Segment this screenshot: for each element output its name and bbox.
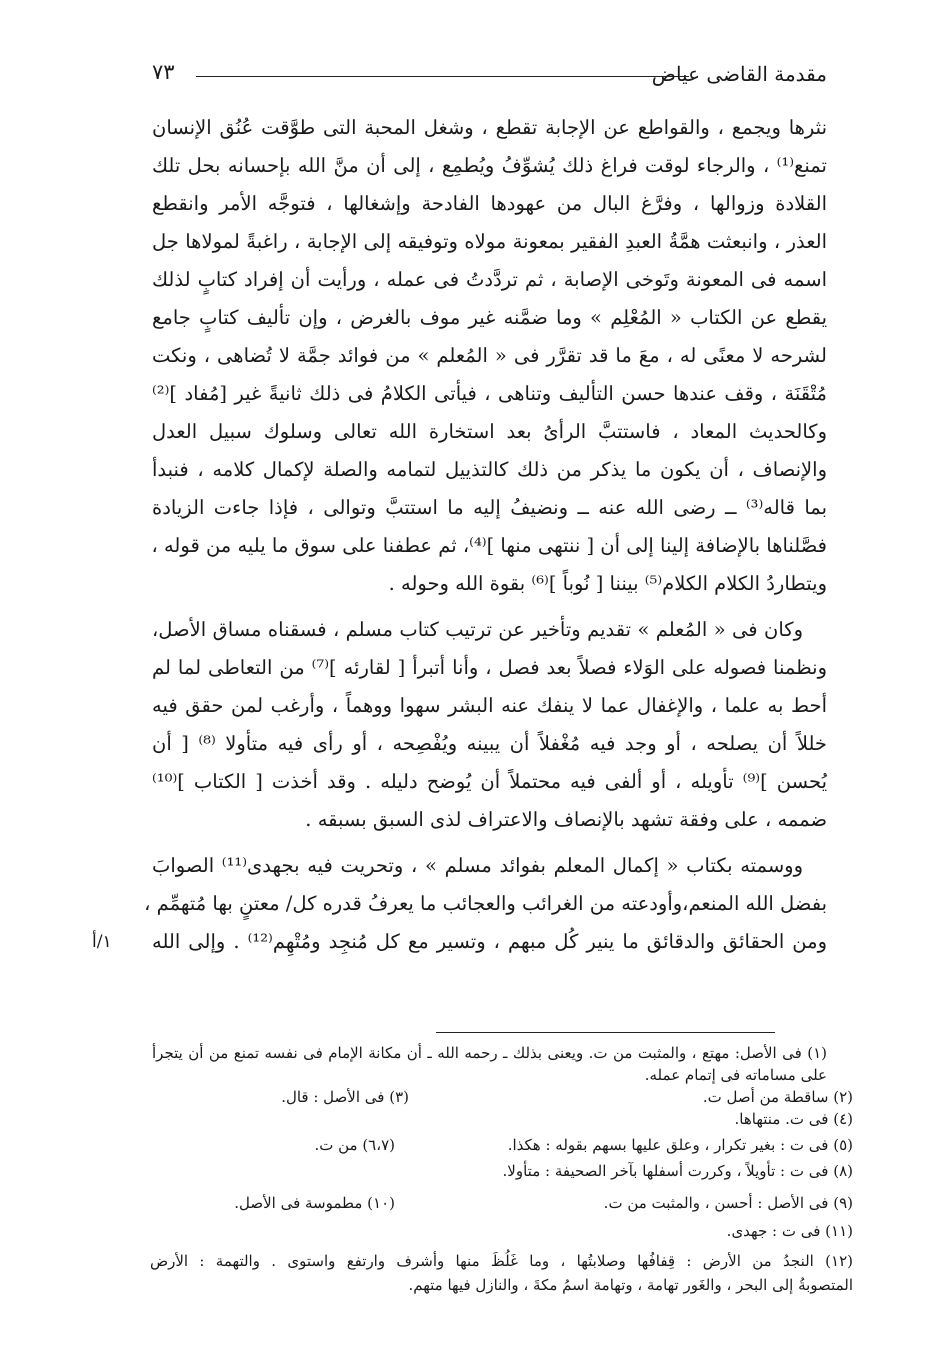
footnote-3: (٣) فى الأصل : قال. bbox=[281, 1088, 409, 1106]
body-line-3: القلادة وزوالها ، وفرَّغ البال من عهودها الفادحة وإشغالها ، فتوجَّه الأمر وانقطع bbox=[152, 192, 827, 215]
footnote-10: (١٠) مطموسة فى الأصل. bbox=[234, 1194, 395, 1212]
footnote-1: (١) فى الأصل: مهتع ، والمثبت من ت. ويعنى بذلك ـ رحمه الله ـ أن مكانة الإمام فى نفسه تمنع من أن يتجرأ bbox=[152, 1044, 827, 1062]
body-line-8: مُتْقَنَة ، وقف عندها حسن التأليف وتناهى ، فيأتى الكلامُ فى ذلك ثانيةً غير [مُفاد ]⁽²⁾ bbox=[152, 382, 827, 405]
footnote-4: (٤) فى ت. منتهاها. bbox=[734, 1110, 853, 1128]
footnote-5: (٥) فى ت : بغير تكرار ، وعلق عليها بسهم بقوله : هكذا. bbox=[507, 1136, 853, 1154]
body-line-13: ويتطاردُ الكلام الكلام⁽⁵⁾ بيننا [ نُوباً ]⁽⁶⁾ بقوة الله وحوله . bbox=[388, 572, 827, 595]
footnote-12: (١٢) النجدُ من الأرض : قِفافُها وصلابتُها ، وما غَلُظَ منها وأشرف وارتفع واستوى . والتهمة : الأرض bbox=[150, 1252, 853, 1270]
body-line-5: اسمه فى المعونة وتَوخى الإصابة ، ثم تردَّدتُ فى عمله ، ورأيت أن إفراد كتابٍ لذلك bbox=[152, 268, 827, 291]
body-line-16: أحط به علما ، والإغفال عما لا ينفك عنه البشر سهوا ووهماً ، وأرغب لمن حقق فيه bbox=[152, 694, 827, 717]
footnote-6-7: (٦،٧) من ت. bbox=[314, 1136, 395, 1154]
body-line-7: لشرحه لا معنًى له ، معَ ما قد تقرَّر فى « المُعلم » من فوائد جمَّة لا تُضاهى ، ونكت bbox=[152, 344, 827, 367]
body-line-15: ونظمنا فصوله على الوَلاء فصلاً بعد فصل ، وأنا أتبرأ [ لقارئه ]⁽⁷⁾ من التعاطى لما لم bbox=[152, 656, 827, 679]
body-line-1: نثرها ويجمع ، والقواطع عن الإجابة تقطع ، وشغل المحبة التى طوَّقت عُنُق الإنسان bbox=[152, 116, 827, 139]
body-line-11: بما قاله⁽³⁾ ــ رضى الله عنه ــ ونضيفُ إليه ما استتبَّ وتوالى ، فإذا جاءت الزيادة bbox=[152, 496, 827, 519]
body-line-17: خللاً أن يصلحه ، أو وجد فيه مُغْفلاً أن يبينه ويُفْصِحه ، أو رأى فيه متأولا ⁽⁸⁾ [ أن bbox=[152, 732, 827, 755]
body-line-9: وكالحديث المعاد ، فاستتبَّ الرأىُ بعد استخارة الله تعالى وسلوك سبيل العدل bbox=[152, 420, 827, 443]
body-line-18: يُحسن ]⁽⁹⁾ تأويله ، أو ألفى فيه محتملاً أن يُوضح دليله . وقد أخذت [ الكتاب ]⁽¹⁰⁾ bbox=[152, 770, 827, 793]
running-title: مقدمة القاضى عياض bbox=[651, 62, 827, 86]
page-number: ٧٣ bbox=[152, 60, 175, 84]
footnote-9: (٩) فى الأصل : أحسن ، والمثبت من ت. bbox=[603, 1194, 853, 1212]
body-line-20: ووسمته بكتاب « إكمال المعلم بفوائد مسلم » ، وتحريت فيه بجهدى⁽¹¹⁾ الصوابَ bbox=[152, 854, 804, 877]
footnote-2: (٢) ساقطة من أصل ت. bbox=[702, 1088, 853, 1106]
footnote-1-cont: على مساماته فى إتمام عمله. bbox=[644, 1066, 827, 1084]
footnote-11: (١١) فى ت : جهدى. bbox=[726, 1222, 853, 1240]
body-line-2: تمنع⁽¹⁾ ، والرجاء لوقت فراغ ذلك يُشوِّفُ ويُطمِع ، إلى أن منَّ الله بإحسانه بحل تلك bbox=[152, 154, 827, 177]
body-line-21: بفضل الله المنعم،وأودعته من الغرائب والعجائب ما يعرفُ قدره كل/ معتنٍ بها مُتهمِّم ، bbox=[144, 892, 827, 915]
footnote-8: (٨) فى ت : تأويلاً ، وكررت أسفلها بآخر الصحيفة : متأولا. bbox=[502, 1162, 853, 1180]
footnote-12-cont: المتصوبةُ إلى البحر ، والغَور تهامة ، وتهامة اسمُ مكةَ ، والنازل فيها متهم. bbox=[408, 1276, 853, 1294]
body-line-19: ضممه ، على وفقة تشهد بالإنصاف والاعتراف لذى السبق بسبقه . bbox=[305, 808, 827, 831]
body-line-10: والإنصاف ، أن يكون ما يذكر من ذلك كالتذييل لتمامه والصلة لإكمال كلامه ، فنبدأ bbox=[152, 458, 827, 481]
body-line-22: ومن الحقائق والدقائق ما ينير كُل مبهم ، وتسير مع كل مُنجِد ومُتْهِم⁽¹²⁾ . وإلى الله bbox=[152, 930, 827, 953]
body-line-4: العذر ، وانبعثت همَّةُ العبدِ الفقير بمعونة مولاه وتوفيقه إلى الإجابة ، راغبةً لمولاها جل bbox=[152, 230, 827, 253]
body-line-14: وكان فى « المُعلم » تقديم وتأخير عن ترتيب كتاب مسلم ، فسقناه مساق الأصل، bbox=[152, 618, 803, 641]
margin-folio-note: ١/أ bbox=[92, 932, 112, 952]
footnote-rule bbox=[436, 1032, 775, 1033]
body-line-12: فصَّلناها بالإضافة إلينا إلى أن [ ننتهى منها ]⁽⁴⁾، ثم عطفنا على سوق ما يليه من قوله ، bbox=[151, 534, 827, 557]
body-line-6: يقطع عن الكتاب « المُعْلِم » وما ضمَّنه غير موف بالغرض ، وإن تأليف كتابٍ جامع bbox=[152, 306, 827, 329]
header-rule bbox=[196, 76, 689, 77]
